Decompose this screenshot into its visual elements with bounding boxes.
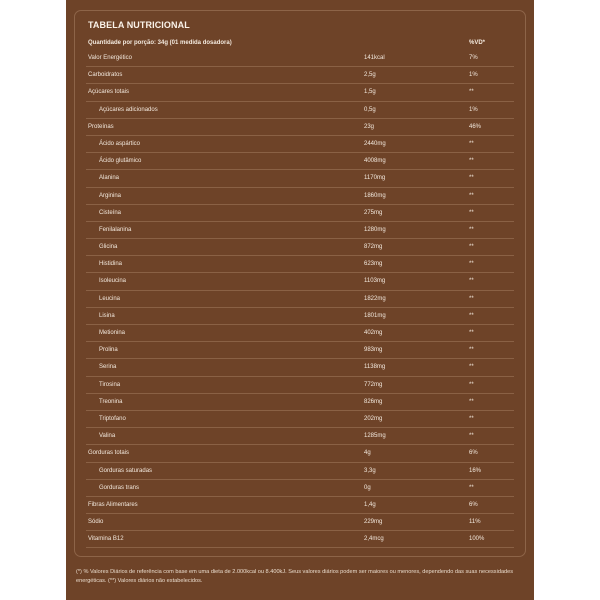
nutrient-name: Valor Energético (88, 55, 132, 61)
nutrient-vd: ** (469, 381, 474, 388)
nutrient-vd: 7% (469, 55, 478, 61)
nutrient-name: Ácido glutâmico (99, 158, 142, 165)
table-row (86, 411, 514, 428)
nutrient-name: Prolina (99, 347, 118, 354)
nutrient-amount: 275mg (364, 209, 383, 216)
table-row (86, 325, 514, 342)
table-row (86, 136, 514, 153)
nutrient-amount: 1280mg (364, 226, 386, 233)
nutrient-vd: ** (469, 347, 474, 354)
vd-column-header: %VD* (469, 40, 486, 46)
table-row (86, 497, 514, 514)
nutrient-amount: 983mg (364, 347, 383, 354)
nutrient-vd: ** (469, 158, 474, 165)
nutrient-amount: 402mg (364, 330, 383, 336)
nutrient-name: Serina (99, 364, 117, 371)
nutrient-amount: 1860mg (364, 192, 386, 199)
nutrient-amount: 1,5g (364, 89, 376, 96)
nutrient-name: Leucina (99, 295, 121, 302)
table-title: TABELA NUTRICIONAL (88, 20, 190, 30)
table-row (86, 84, 514, 101)
table-row (86, 480, 514, 497)
nutrient-vd: ** (469, 433, 474, 440)
table-row (86, 153, 514, 170)
nutrient-name: Proteínas (88, 123, 114, 130)
table-row (86, 394, 514, 411)
table-row (86, 273, 514, 290)
nutrient-vd: ** (469, 484, 474, 491)
nutrient-name: Metionina (99, 330, 126, 336)
nutrient-vd: 1% (469, 72, 478, 79)
nutrient-amount: 3,3g (364, 467, 376, 474)
nutrient-amount: 1138mg (364, 364, 386, 371)
table-row (86, 377, 514, 394)
nutrient-amount: 0,5g (364, 106, 376, 113)
nutrient-name: Fibras Alimentares (88, 501, 138, 508)
nutrient-vd: 100% (469, 536, 485, 543)
footnote: (*) % Valores Diários de referência com base em uma dieta de 2.000kcal ou 8.400kJ. Seus valores diários podem ser maiores ou menores, dependendo das suas necessidades energéticas. (**) Valores diários não estabelecidos. (76, 569, 514, 584)
nutrient-name: Carboidratos (88, 72, 123, 79)
nutrient-name: Vitamina B12 (88, 536, 124, 543)
table-row (86, 291, 514, 308)
nutrient-name: Açúcares totais (88, 89, 130, 96)
table-row (86, 188, 514, 205)
nutrient-vd: 6% (469, 450, 478, 457)
nutrient-vd: ** (469, 89, 474, 96)
table-row (86, 463, 514, 480)
nutrient-vd: ** (469, 278, 474, 285)
nutrient-vd: 11% (469, 519, 481, 526)
nutrient-vd: ** (469, 244, 474, 251)
table-row (86, 222, 514, 239)
nutrient-amount: 1170mg (364, 175, 386, 182)
table-row (86, 239, 514, 256)
nutrient-name: Arginina (99, 192, 122, 199)
nutrient-vd: 6% (469, 501, 478, 508)
nutrient-name: Alanina (99, 175, 120, 182)
nutrient-amount: 2440mg (364, 140, 386, 147)
nutrition-table (86, 50, 514, 548)
nutrient-name: Lisina (99, 312, 115, 319)
table-row (86, 428, 514, 445)
nutrient-vd: 46% (469, 123, 482, 130)
nutrient-name: Sódio (88, 519, 104, 526)
nutrient-vd: ** (469, 415, 474, 422)
nutrient-name: Gorduras trans (99, 484, 140, 491)
table-row (86, 359, 514, 376)
nutrient-vd: ** (469, 192, 474, 199)
nutrient-amount: 4g (364, 450, 371, 457)
nutrition-panel (66, 0, 534, 600)
nutrient-vd: 16% (469, 467, 482, 474)
nutrient-name: Valina (99, 433, 116, 440)
portion-label: Quantidade por porção: 34g (01 medida dosadora) (88, 40, 232, 46)
table-row (86, 119, 514, 136)
nutrient-vd: ** (469, 364, 474, 371)
nutrient-vd: ** (469, 175, 474, 182)
nutrient-vd: ** (469, 261, 474, 268)
nutrient-amount: 2,4mcg (364, 536, 384, 543)
table-row (86, 445, 514, 462)
nutrient-amount: 1801mg (364, 312, 386, 319)
nutrient-vd: ** (469, 398, 474, 405)
nutrient-amount: 1,4g (364, 501, 376, 508)
nutrient-name: Açúcares adicionados (99, 106, 158, 113)
table-row (86, 50, 514, 67)
nutrient-amount: 202mg (364, 415, 383, 422)
table-row (86, 102, 514, 119)
nutrient-amount: 229mg (364, 519, 383, 526)
nutrient-name: Histidina (99, 261, 123, 268)
nutrient-name: Tirosina (99, 381, 121, 388)
table-row (86, 514, 514, 531)
nutrient-amount: 1103mg (364, 278, 386, 285)
nutrient-vd: ** (469, 295, 474, 302)
table-row (86, 256, 514, 273)
nutrient-amount: 4008mg (364, 158, 386, 165)
nutrient-vd: ** (469, 312, 474, 319)
nutrient-amount: 0g (364, 484, 371, 491)
nutrient-name: Ácido aspártico (99, 140, 141, 147)
table-row (86, 342, 514, 359)
nutrient-amount: 141kcal (364, 55, 385, 61)
table-row (86, 205, 514, 222)
table-row (86, 170, 514, 187)
nutrient-amount: 23g (364, 123, 375, 130)
nutrient-name: Fenilalanina (99, 226, 132, 233)
nutrient-amount: 772mg (364, 381, 383, 388)
nutrient-amount: 826mg (364, 398, 383, 405)
nutrient-name: Gorduras totais (88, 450, 130, 457)
nutrient-name: Gorduras saturadas (99, 467, 153, 474)
nutrient-vd: ** (469, 140, 474, 147)
nutrient-vd: ** (469, 209, 474, 216)
table-row (86, 531, 514, 548)
nutrient-amount: 2,5g (364, 72, 376, 79)
nutrient-amount: 623mg (364, 261, 383, 268)
nutrient-name: Triptofano (99, 415, 126, 422)
nutrient-name: Glicina (99, 244, 118, 251)
table-row (86, 67, 514, 84)
nutrient-vd: ** (469, 226, 474, 233)
nutrient-name: Isoleucina (99, 278, 127, 285)
nutrient-name: Cisteína (99, 209, 122, 216)
nutrient-vd: 1% (469, 106, 478, 113)
nutrient-vd: ** (469, 330, 474, 336)
table-row (86, 308, 514, 325)
nutrient-amount: 1822mg (364, 295, 386, 302)
nutrient-name: Treonina (99, 398, 123, 405)
nutrient-amount: 1285mg (364, 433, 386, 440)
nutrient-amount: 872mg (364, 244, 383, 251)
